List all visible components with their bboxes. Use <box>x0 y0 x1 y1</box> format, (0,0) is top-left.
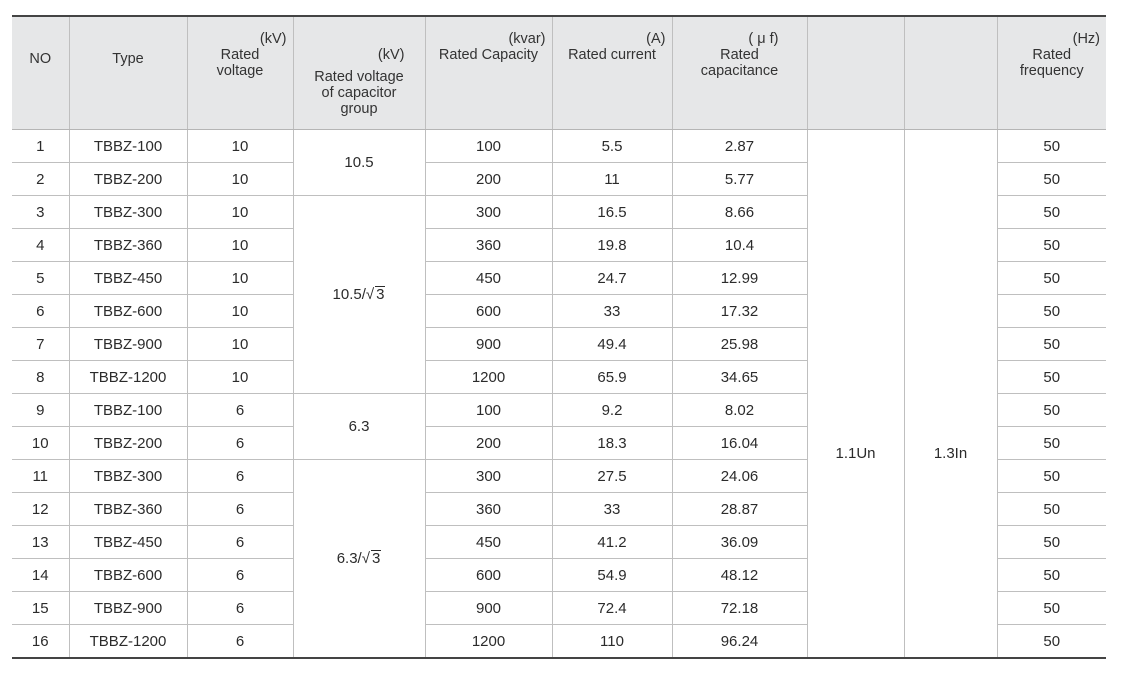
cell-capacitance: 72.18 <box>672 592 807 625</box>
cell-no: 16 <box>12 625 69 659</box>
cell-capacity: 600 <box>425 559 552 592</box>
cell-capacitance: 8.02 <box>672 394 807 427</box>
cell-current: 33 <box>552 493 672 526</box>
cell-current: 41.2 <box>552 526 672 559</box>
cell-no: 9 <box>12 394 69 427</box>
group-voltage-text: 10.5/√ <box>332 286 375 303</box>
cell-current: 27.5 <box>552 460 672 493</box>
cell-type: TBBZ-360 <box>69 229 187 262</box>
cell-type: TBBZ-450 <box>69 526 187 559</box>
cell-current: 24.7 <box>552 262 672 295</box>
cell-capacity: 360 <box>425 493 552 526</box>
cell-type: TBBZ-360 <box>69 493 187 526</box>
cell-type: TBBZ-600 <box>69 295 187 328</box>
header-group-voltage: (kV) Rated voltage of capacitor group <box>293 16 425 130</box>
cell-rated-voltage: 6 <box>187 625 293 659</box>
header-overcurrent <box>904 16 997 130</box>
cell-capacitance: 25.98 <box>672 328 807 361</box>
cell-type: TBBZ-300 <box>69 460 187 493</box>
radicand: 3 <box>371 550 381 567</box>
header-type: Type <box>69 16 187 130</box>
cell-capacitance: 12.99 <box>672 262 807 295</box>
group-voltage-text: 6.3/√ <box>336 550 370 567</box>
cell-frequency: 50 <box>997 295 1106 328</box>
cell-capacitance: 5.77 <box>672 163 807 196</box>
cell-rated-voltage: 10 <box>187 295 293 328</box>
cell-rated-voltage: 10 <box>187 328 293 361</box>
cell-rated-voltage: 6 <box>187 526 293 559</box>
cell-no: 6 <box>12 295 69 328</box>
cell-overvoltage: 1.1Un <box>807 130 904 659</box>
cell-current: 11 <box>552 163 672 196</box>
cell-capacity: 360 <box>425 229 552 262</box>
cell-rated-voltage: 10 <box>187 229 293 262</box>
table-row <box>12 130 1106 163</box>
cell-rated-voltage: 6 <box>187 460 293 493</box>
cell-no: 8 <box>12 361 69 394</box>
cell-no: 2 <box>12 163 69 196</box>
cell-capacity: 600 <box>425 295 552 328</box>
cell-frequency: 50 <box>997 493 1106 526</box>
cell-type: TBBZ-200 <box>69 163 187 196</box>
header-row <box>12 16 1106 130</box>
cell-frequency: 50 <box>997 592 1106 625</box>
table-body <box>12 130 1106 659</box>
cell-rated-voltage: 6 <box>187 559 293 592</box>
cell-rated-voltage: 6 <box>187 394 293 427</box>
cell-capacitance: 17.32 <box>672 295 807 328</box>
capacitor-spec-table <box>12 15 1106 659</box>
cell-current: 5.5 <box>552 130 672 163</box>
cell-capacitance: 28.87 <box>672 493 807 526</box>
cell-capacity: 200 <box>425 427 552 460</box>
cell-frequency: 50 <box>997 262 1106 295</box>
cell-capacity: 450 <box>425 262 552 295</box>
cell-frequency: 50 <box>997 130 1106 163</box>
header-current: (A) Rated current <box>552 16 672 130</box>
cell-frequency: 50 <box>997 460 1106 493</box>
header-no: NO <box>12 16 69 130</box>
cell-no: 13 <box>12 526 69 559</box>
cell-capacitance: 2.87 <box>672 130 807 163</box>
cell-rated-voltage: 6 <box>187 427 293 460</box>
cell-rated-voltage: 6 <box>187 493 293 526</box>
cell-capacity: 1200 <box>425 361 552 394</box>
cell-rated-voltage: 10 <box>187 130 293 163</box>
cell-type: TBBZ-100 <box>69 130 187 163</box>
cell-frequency: 50 <box>997 427 1106 460</box>
cell-current: 65.9 <box>552 361 672 394</box>
cell-frequency: 50 <box>997 196 1106 229</box>
cell-no: 14 <box>12 559 69 592</box>
cell-frequency: 50 <box>997 163 1106 196</box>
cell-rated-voltage: 10 <box>187 361 293 394</box>
cell-capacity: 100 <box>425 130 552 163</box>
cell-capacitance: 48.12 <box>672 559 807 592</box>
cell-current: 49.4 <box>552 328 672 361</box>
header-capacitance: ( μ f) Rated capacitance <box>672 16 807 130</box>
cell-no: 7 <box>12 328 69 361</box>
cell-rated-voltage: 10 <box>187 163 293 196</box>
cell-capacitance: 34.65 <box>672 361 807 394</box>
radicand: 3 <box>376 286 385 303</box>
cell-current: 72.4 <box>552 592 672 625</box>
header-overvoltage <box>807 16 904 130</box>
cell-no: 1 <box>12 130 69 163</box>
cell-type: TBBZ-300 <box>69 196 187 229</box>
cell-capacity: 900 <box>425 328 552 361</box>
cell-no: 11 <box>12 460 69 493</box>
header-rated-voltage: (kV) Rated voltage <box>187 16 293 130</box>
cell-current: 54.9 <box>552 559 672 592</box>
cell-current: 33 <box>552 295 672 328</box>
cell-rated-voltage: 10 <box>187 262 293 295</box>
cell-type: TBBZ-200 <box>69 427 187 460</box>
cell-type: TBBZ-1200 <box>69 625 187 659</box>
cell-capacity: 1200 <box>425 625 552 659</box>
cell-frequency: 50 <box>997 328 1106 361</box>
cell-current: 18.3 <box>552 427 672 460</box>
group-voltage-text: 10.5 <box>344 154 374 171</box>
cell-rated-voltage: 10 <box>187 196 293 229</box>
cell-type: TBBZ-900 <box>69 592 187 625</box>
cell-type: TBBZ-600 <box>69 559 187 592</box>
cell-capacitance: 10.4 <box>672 229 807 262</box>
cell-type: TBBZ-450 <box>69 262 187 295</box>
unit-uf: ( μ f) <box>748 31 779 47</box>
cell-frequency: 50 <box>997 229 1106 262</box>
cell-group-voltage <box>293 394 425 460</box>
cell-frequency: 50 <box>997 526 1106 559</box>
unit-kvar: (kvar) <box>508 31 546 47</box>
cell-frequency: 50 <box>997 361 1106 394</box>
cell-capacitance: 36.09 <box>672 526 807 559</box>
cell-capacity: 100 <box>425 394 552 427</box>
cell-no: 12 <box>12 493 69 526</box>
cell-frequency: 50 <box>997 394 1106 427</box>
unit-hz: (Hz) <box>1072 31 1100 47</box>
cell-capacity: 300 <box>425 460 552 493</box>
cell-frequency: 50 <box>997 559 1106 592</box>
cell-current: 110 <box>552 625 672 659</box>
cell-type: TBBZ-900 <box>69 328 187 361</box>
cell-capacitance: 8.66 <box>672 196 807 229</box>
cell-group-voltage <box>293 196 425 394</box>
cell-capacitance: 24.06 <box>672 460 807 493</box>
cell-capacitance: 16.04 <box>672 427 807 460</box>
header-frequency: (Hz) Rated frequency <box>997 16 1106 130</box>
cell-group-voltage <box>293 130 425 196</box>
cell-frequency: 50 <box>997 625 1106 659</box>
cell-current: 16.5 <box>552 196 672 229</box>
cell-no: 3 <box>12 196 69 229</box>
cell-capacity: 300 <box>425 196 552 229</box>
cell-no: 10 <box>12 427 69 460</box>
cell-capacitance: 96.24 <box>672 625 807 659</box>
cell-no: 15 <box>12 592 69 625</box>
unit-kv-group: (kV) <box>377 47 405 63</box>
cell-no: 5 <box>12 262 69 295</box>
cell-type: TBBZ-1200 <box>69 361 187 394</box>
cell-capacity: 900 <box>425 592 552 625</box>
cell-type: TBBZ-100 <box>69 394 187 427</box>
cell-current: 9.2 <box>552 394 672 427</box>
cell-capacity: 450 <box>425 526 552 559</box>
cell-rated-voltage: 6 <box>187 592 293 625</box>
cell-group-voltage <box>293 460 425 659</box>
cell-current: 19.8 <box>552 229 672 262</box>
unit-kv: (kV) <box>259 31 287 47</box>
cell-no: 4 <box>12 229 69 262</box>
cell-capacity: 200 <box>425 163 552 196</box>
header-capacity: (kvar) Rated Capacity <box>425 16 552 130</box>
unit-a: (A) <box>646 31 666 47</box>
group-voltage-text: 6.3 <box>348 418 370 435</box>
cell-overcurrent: 1.3In <box>904 130 997 659</box>
